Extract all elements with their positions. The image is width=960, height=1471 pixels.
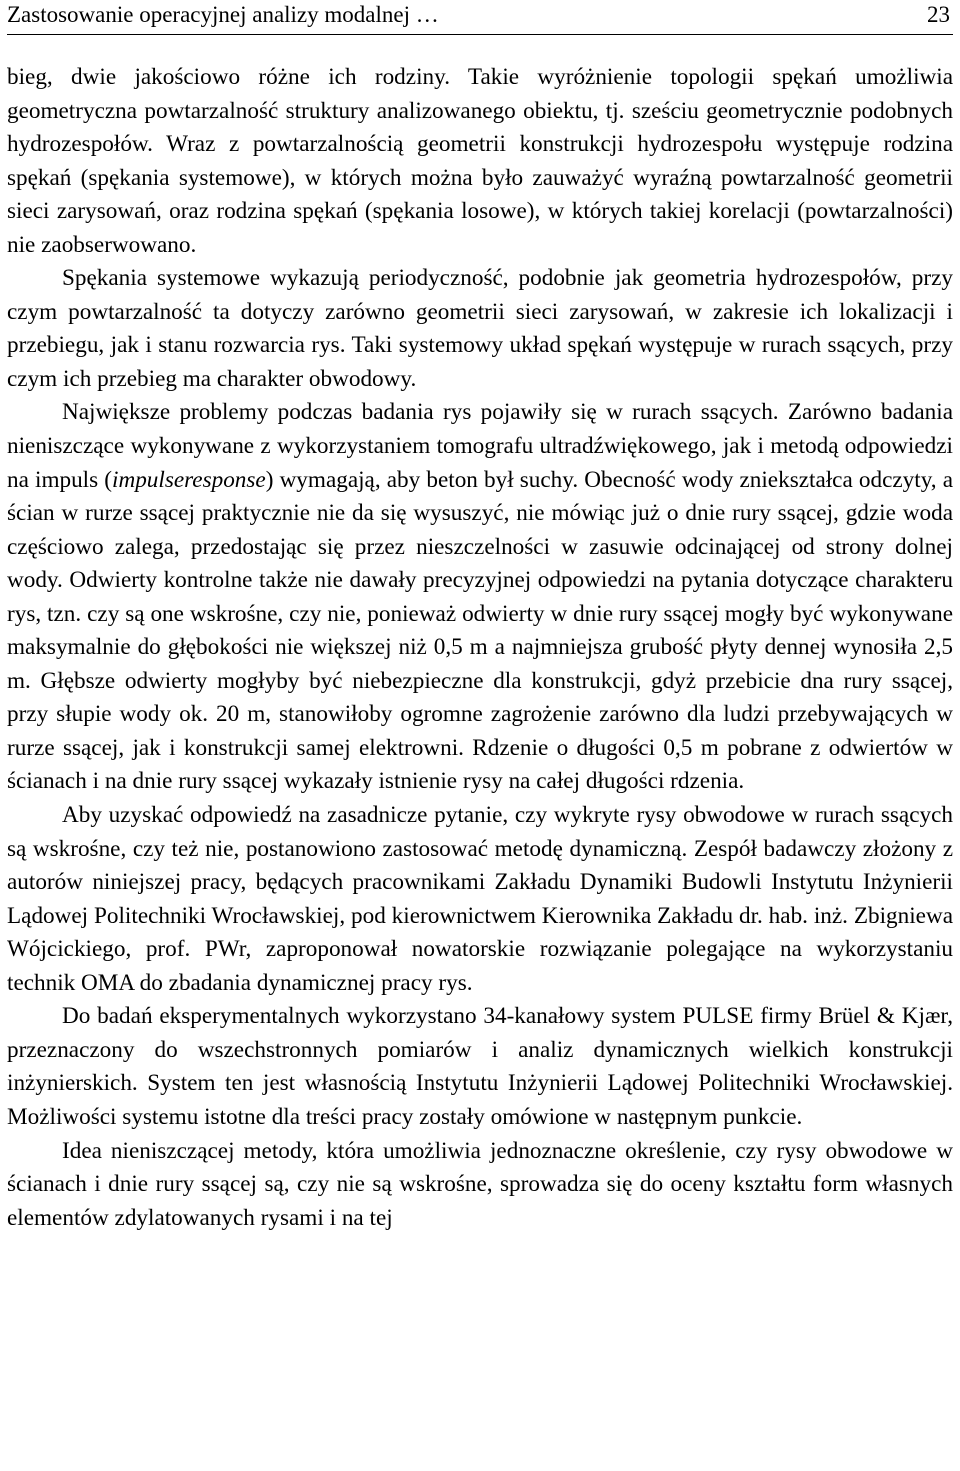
paragraph bbox=[7, 1135, 953, 1236]
page-number: 23 bbox=[927, 2, 950, 27]
running-title: Zastosowanie operacyjnej analizy modalnej … bbox=[7, 2, 439, 27]
paragraph-text: ) wymagają, aby beton był suchy. Obecność wody zniekształca odczyty, a ścian w rurze ssącej praktycznie nie da się wysuszyć, nie mówiąc już o dnie rury ssącej, gdzie woda częściowo zalega, przedostając się przez nieszczelności w zasuwie odcinającej od strony dolnej wody. Odwierty kontrolne także nie dawały precyzyjnej odpowiedzi na pytania dotyczące charakteru rys, tzn. czy są one wskrośne, czy nie, ponieważ odwierty w dnie rury ssącej mogły być wykonywane maksymalnie do głębokości nie większej niż 0,5 m a najmniejsza grubość płyty dennej wynosiła 2,5 m. Głębsze odwierty mogłyby być niebezpieczne dla konstrukcji, gdyż przebicie dna rury ssącej, przy słupie wody ok. 20 m, stanowiłoby ogromne zagrożenie zarówno dla ludzi przebywających w rurze ssącej, jak i konstrukcji samej elektrowni. Rdzenie o długości 0,5 m pobrane z odwiertów w ścianach i na dnie rury ssącej wykazały istnienie rysy na całej długości rdzenia. bbox=[7, 466, 953, 795]
paragraph-text: Aby uzyskać odpowiedź na zasadnicze pytanie, czy wykryte rysy obwodowe w rurach ssących są wskrośne, czy też nie, postanowiono zastosować metodę dynamiczną. Zespół badawczy złożony z autorów niniejszej pracy, będących pracownikami Zakładu Dynamiki Budowli Instytutu Inżynierii Lądowej Politechniki Wrocławskiej, pod kierownictwem Kierownika Zakładu dr. hab. inż. Zbigniewa Wójcickiego, prof. PWr, zaproponował nowatorskie rozwiązanie polegające na wykorzystaniu technik OMA do zbadania dynamicznej pracy rys. bbox=[7, 802, 953, 996]
body-text bbox=[7, 61, 953, 1235]
paragraph-text: bieg, dwie jakościowo różne ich rodziny. Takie wyróżnienie topologii spękań umożliwia geometryczna powtarzalność struktury analizowanego obiektu, tj. sześciu geometrycznie podobnych hydrozespołów. Wraz z powtarzalnością geometrii konstrukcji hydrozespołu występuje rodzina spękań (spękania systemowe), w których można było zauważyć wyraźną powtarzalność geometrii sieci zarysowań, oraz rodzina spękań (spękania losowe), w których takiej korelacji (powtarzalności) nie zaobserwowano. bbox=[7, 64, 953, 258]
paragraph-text: Największe problemy podczas badania rys pojawiły się w rurach ssących. Zarówno badania nieniszczące wykonywane z wykorzystaniem tomografu ultradźwiękowego, jak i metodą odpowiedzi na impuls ( bbox=[7, 399, 953, 493]
paragraph bbox=[7, 61, 953, 262]
paragraph-text: Idea nieniszczącej metody, która umożliwia jednoznaczne określenie, czy rysy obwodowe w ścianach i dnie rury ssącej są, czy nie są wskrośne, sprowadza się do oceny kształtu form własnych elementów zdylatowanych rysami i na tej bbox=[7, 1137, 953, 1231]
paragraph-text: Spękania systemowe wykazują periodyczność, podobnie jak geometria hydrozespołów, przy czym powtarzalność ta dotyczy zarówno geometrii sieci zarysowań, w zakresie ich lokalizacji i przebiegu, jak i stanu rozwarcia rys. Taki systemowy układ spękań występuje w rurach ssących, przy czym ich przebieg ma charakter obwodowy. bbox=[7, 265, 953, 392]
paragraph bbox=[7, 799, 953, 1000]
paragraph-text: Do badań eksperymentalnych wykorzystano 34-kanałowy system PULSE firmy Brüel & Kjær, przeznaczony do wszechstronnych pomiarów i analiz dynamicznych wielkich konstrukcji inżynierskich. System ten jest własnością Instytutu Inżynierii Lądowej Politechniki Wrocławskiej. Możliwości systemu istotne dla treści pracy zostały omówione w następnym punkcie. bbox=[7, 1003, 953, 1130]
italic-term: impulseresponse bbox=[112, 466, 266, 493]
paragraph bbox=[7, 396, 953, 799]
paragraph bbox=[7, 1000, 953, 1134]
paragraph bbox=[7, 262, 953, 396]
running-header bbox=[7, 0, 953, 35]
